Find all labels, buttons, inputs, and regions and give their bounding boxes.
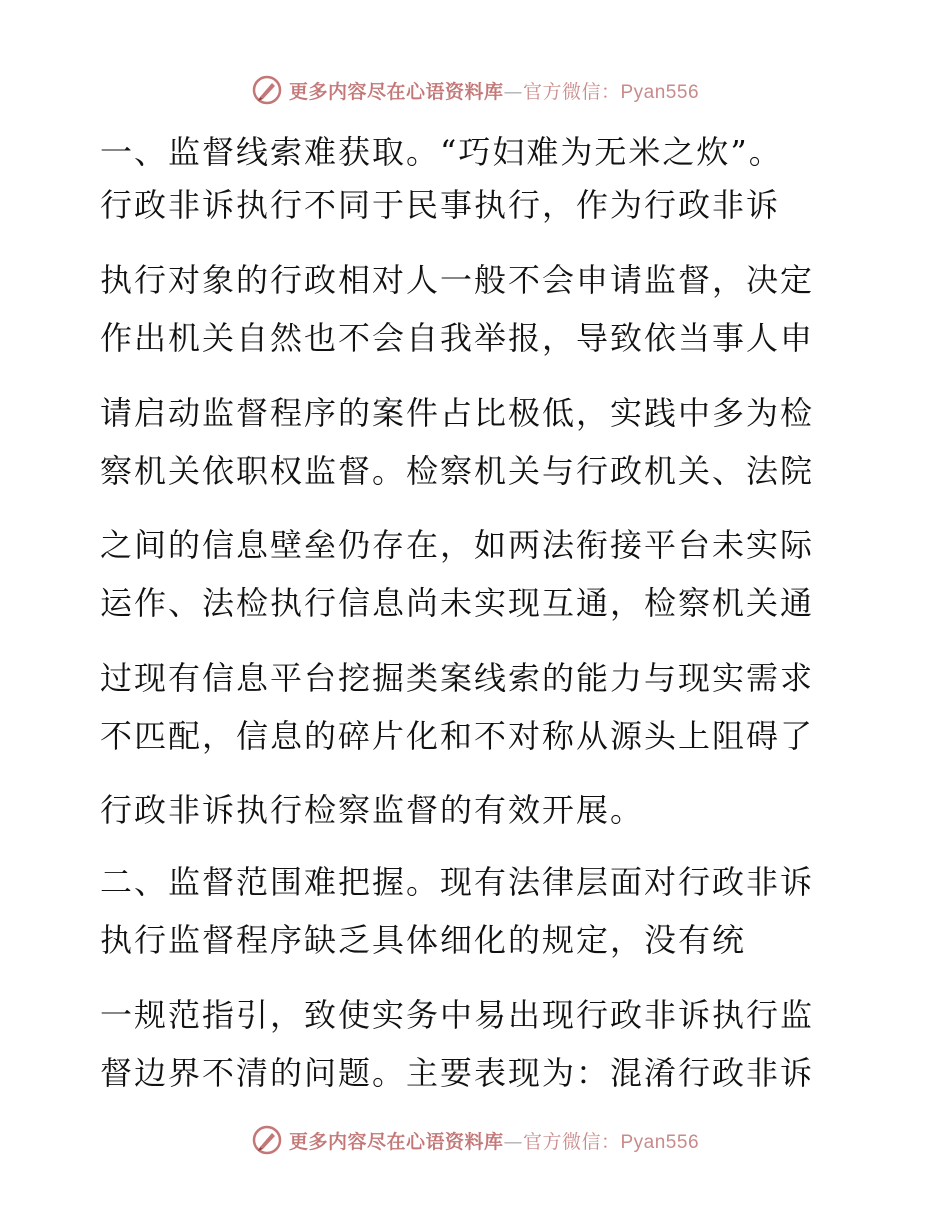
text-line: 作出机关自然也不会自我举报，导致依当事人申 [100, 319, 815, 357]
text-line: 之间的信息壁垒仍存在，如两法衔接平台未实际 [100, 526, 815, 564]
watermark-wechat-id: Pyan556 [620, 1131, 700, 1153]
text-line: 一规范指引，致使实务中易出现行政非诉执行监 [100, 996, 815, 1034]
text-line: 行政非诉执行检察监督的有效开展。 [100, 791, 645, 829]
text-line: 请启动监督程序的案件占比极低，实践中多为检 [100, 394, 815, 432]
watermark-text [289, 1127, 699, 1154]
watermark-text [289, 77, 699, 104]
header-watermark [0, 70, 950, 110]
text-line: 不匹配，信息的碎片化和不对称从源头上阻碍了 [100, 717, 815, 755]
watermark-label: 官方微信： [522, 80, 621, 103]
text-line: 察机关依职权监督。检察机关与行政机关、法院 [100, 452, 815, 490]
text-line: 执行对象的行政相对人一般不会申请监督，决定 [100, 261, 815, 299]
watermark-brand: 更多内容尽在心语资料库 [288, 80, 504, 103]
text-line: 过现有信息平台挖掘类案线索的能力与现实需求 [100, 659, 815, 697]
text-line: 行政非诉执行不同于民事执行，作为行政非诉 [100, 186, 781, 224]
watermark-separator: — [503, 80, 523, 103]
watermark-wechat-id: Pyan556 [620, 81, 700, 103]
text-line: 一、监督线索难获取。“巧妇难为无米之炊”。 [100, 133, 783, 171]
text-line: 运作、法检执行信息尚未实现互通，检察机关通 [100, 584, 815, 622]
text-line: 执行监督程序缺乏具体细化的规定，没有统 [100, 921, 747, 959]
pen-logo-icon [251, 74, 283, 106]
footer-watermark [0, 1120, 950, 1160]
pen-logo-icon [251, 1124, 283, 1156]
watermark-brand: 更多内容尽在心语资料库 [288, 1130, 504, 1153]
text-line: 二、监督范围难把握。现有法律层面对行政非诉 [100, 863, 815, 901]
text-line: 督边界不清的问题。主要表现为：混淆行政非诉 [100, 1054, 815, 1092]
watermark-label: 官方微信： [522, 1130, 621, 1153]
watermark-separator: — [503, 1130, 523, 1153]
